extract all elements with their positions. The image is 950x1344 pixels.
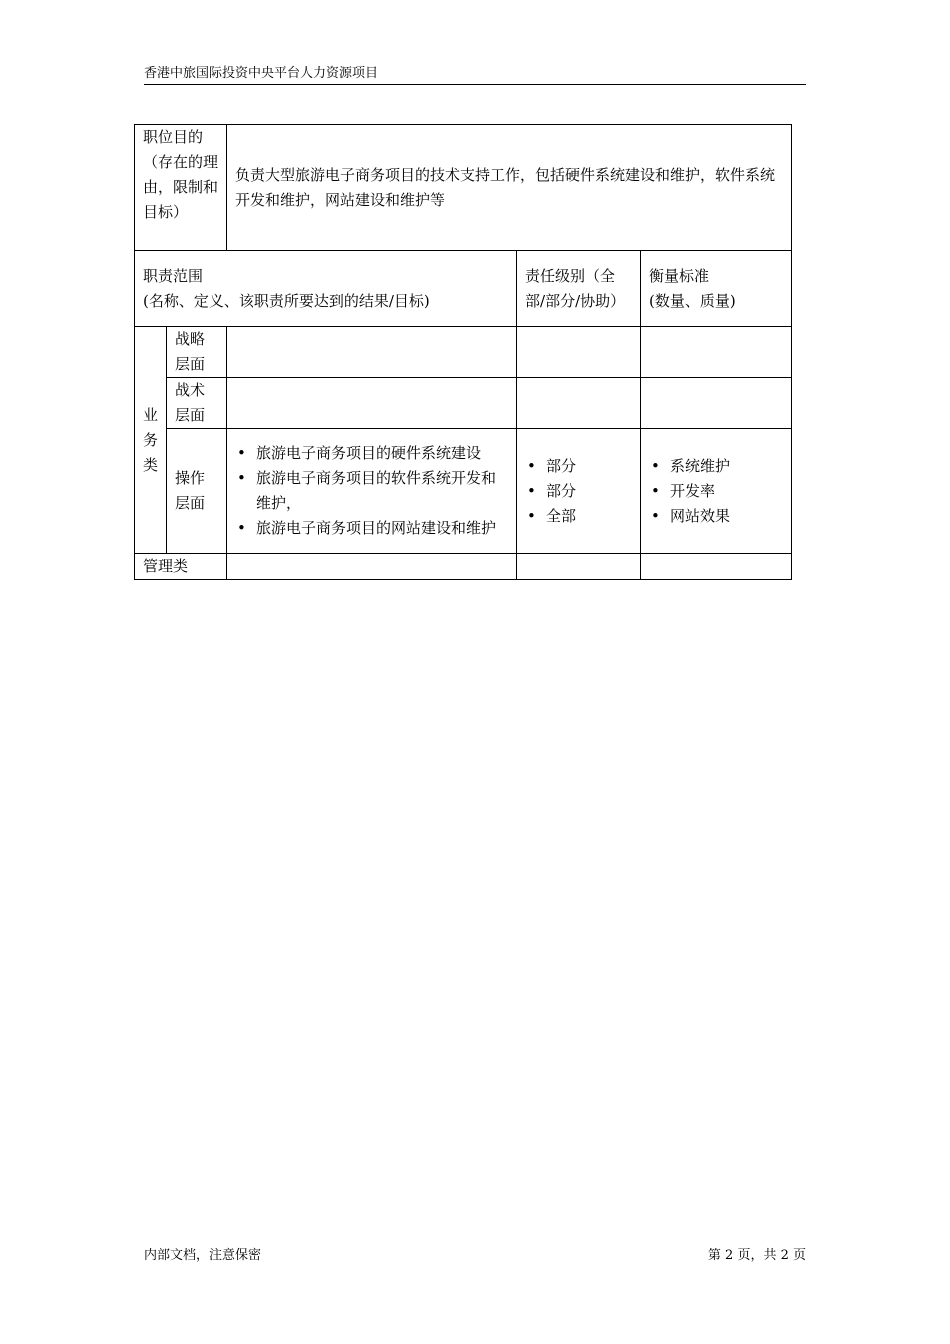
strategic-level-cell xyxy=(517,327,641,378)
business-category-cell xyxy=(135,327,167,554)
purpose-text-cell xyxy=(227,125,792,251)
tactical-row xyxy=(135,378,792,429)
footer-confidential: 内部文档，注意保密 xyxy=(144,1248,262,1263)
page-header xyxy=(144,66,806,85)
level-item: • 全部 xyxy=(525,504,632,529)
tactical-label: 战术层面 xyxy=(175,381,206,424)
measure-header-note: (数量、质量) xyxy=(649,291,736,310)
purpose-row xyxy=(135,125,792,251)
management-label: 管理类 xyxy=(143,557,189,575)
strategic-measure-cell xyxy=(641,327,792,378)
measure-item: • 网站效果 xyxy=(649,504,783,529)
purpose-label: 职位目的（存在的理由，限制和目标） xyxy=(143,128,219,221)
scope-header: 职责范围 xyxy=(143,266,204,285)
level-item: • 部分 xyxy=(525,479,632,504)
operational-measure-list xyxy=(649,454,783,529)
tactical-level-cell xyxy=(517,378,641,429)
operational-measure-cell xyxy=(641,429,792,554)
measure-item: • 开发率 xyxy=(649,479,783,504)
measure-header: 衡量标准 xyxy=(649,266,710,285)
duty-item: • 旅游电子商务项目的软件系统开发和维护， xyxy=(235,466,508,516)
duty-item: • 旅游电子商务项目的网站建设和维护 xyxy=(235,516,508,541)
strategic-label-cell xyxy=(167,327,227,378)
purpose-label-cell xyxy=(135,125,227,251)
measure-item: • 系统维护 xyxy=(649,454,783,479)
header-title: 香港中旅国际投资中央平台人力资源项目 xyxy=(144,66,379,81)
scope-header-cell xyxy=(135,251,517,327)
level-item: • 部分 xyxy=(525,454,632,479)
scope-header-note: (名称、定义、该职责所要达到的结果/目标) xyxy=(143,291,430,310)
operational-level-list xyxy=(525,454,632,529)
management-row xyxy=(135,554,792,580)
management-label-cell xyxy=(135,554,227,580)
duty-item: • 旅游电子商务项目的硬件系统建设 xyxy=(235,441,508,466)
operational-row xyxy=(135,429,792,554)
strategic-row xyxy=(135,327,792,378)
management-duty-cell xyxy=(227,554,517,580)
job-description-table xyxy=(134,124,792,580)
operational-duty-list xyxy=(235,441,508,541)
column-header-row xyxy=(135,251,792,327)
operational-label: 操作层面 xyxy=(175,469,206,512)
level-header-cell xyxy=(517,251,641,327)
business-category-label: 业务类 xyxy=(142,405,158,474)
purpose-text: 负责大型旅游电子商务项目的技术支持工作，包括硬件系统建设和维护，软件系统开发和维护，网站建设和维护等 xyxy=(235,165,776,209)
operational-level-cell xyxy=(517,429,641,554)
management-measure-cell xyxy=(641,554,792,580)
strategic-duty-cell xyxy=(227,327,517,378)
operational-label-cell xyxy=(167,429,227,554)
tactical-measure-cell xyxy=(641,378,792,429)
footer-page-number: 第 2 页，共 2 页 xyxy=(707,1248,806,1263)
level-header: 责任级别（全部/部分/协助） xyxy=(525,266,626,310)
tactical-label-cell xyxy=(167,378,227,429)
measure-header-cell xyxy=(641,251,792,327)
strategic-label: 战略层面 xyxy=(175,330,206,373)
tactical-duty-cell xyxy=(227,378,517,429)
operational-duty-cell xyxy=(227,429,517,554)
management-level-cell xyxy=(517,554,641,580)
